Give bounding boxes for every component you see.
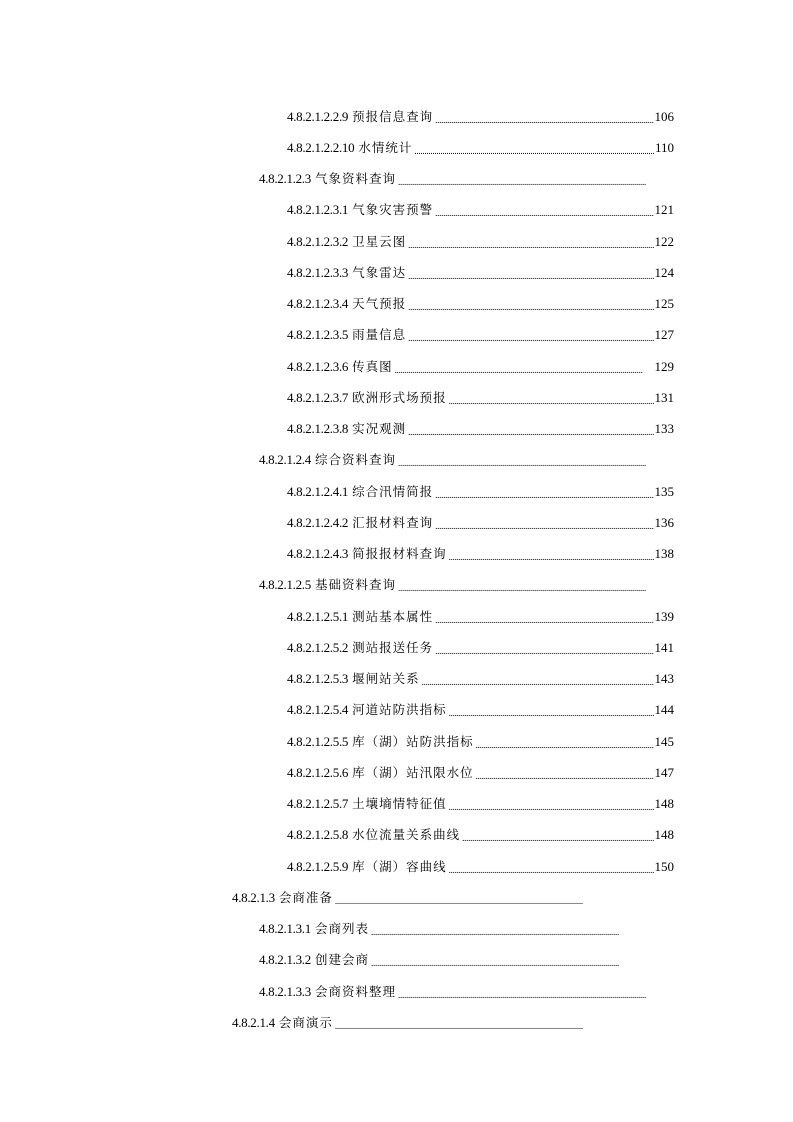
toc-entry[interactable] [0,195,793,226]
dot-leader [422,673,654,687]
toc-title: 汇报材料查询 [352,514,434,530]
toc-entry[interactable] [0,570,793,601]
toc-page: 147 [654,764,674,780]
toc-title: 简报报材料查询 [352,546,447,562]
toc-page: 121 [654,202,674,218]
toc-title: 会商列表 [314,921,369,937]
toc-page: 124 [654,264,674,280]
toc-number: 4.8.2.1.2.3.5 [287,327,349,343]
toc-entry[interactable] [0,695,793,726]
toc-number: 4.8.2.1.3 [232,889,275,905]
toc-number: 4.8.2.1.2.4.3 [287,546,349,562]
toc-entry[interactable] [0,351,793,382]
toc-entry[interactable] [0,539,793,570]
dot-leader [476,767,654,781]
toc-entry[interactable] [0,507,793,538]
toc-number: 4.8.2.1.2.3.2 [287,233,349,249]
toc-number: 4.8.2.1.3.2 [259,952,311,968]
toc-page: 145 [654,733,674,749]
toc-page: 122 [654,233,674,249]
toc-number: 4.8.2.1.2.3.4 [287,296,349,312]
toc-page: 148 [654,796,674,812]
dot-leader [371,923,671,937]
toc-page: 138 [654,546,674,562]
toc-title: 卫星云图 [352,233,407,249]
dot-leader [408,267,653,281]
toc-page: 143 [654,671,674,687]
toc-number: 4.8.2.1.2.5.5 [287,733,349,749]
toc-number: 4.8.2.1.3.3 [259,983,311,999]
toc-number: 4.8.2.1.2.3.1 [287,202,349,218]
toc-number: 4.8.2.1.2.3.3 [287,264,349,280]
toc-page: 131 [654,389,674,405]
toc-number: 4.8.2.1.2.5.7 [287,796,349,812]
toc-page: 148 [654,827,674,843]
toc-page: 110 [654,139,674,155]
toc-number: 4.8.2.1.2.2.10 [287,139,355,155]
toc-title: 气象灾害预警 [352,202,434,218]
dot-leader [408,423,653,437]
toc-entry[interactable] [0,789,793,820]
toc-title: 会商准备 [278,889,333,905]
dot-leader [408,298,653,312]
toc-title: 综合汛情简报 [352,483,434,499]
dot-leader [449,548,654,562]
toc-title: 测站报送任务 [352,639,434,655]
toc-title: 雨量信息 [352,327,407,343]
dot-leader [435,486,653,500]
toc-title: 库（湖）站汛限水位 [352,764,474,780]
toc-number: 4.8.2.1.2.2.9 [287,108,349,124]
toc-page: 127 [654,327,674,343]
toc-title: 综合资料查询 [314,452,396,468]
dot-leader [335,892,671,906]
toc-number: 4.8.2.1.3.1 [259,921,311,937]
toc-title: 堰闸站关系 [352,671,420,687]
toc-title: 库（湖）容曲线 [352,858,447,874]
dot-leader [435,611,653,625]
toc-page: 125 [654,296,674,312]
dot-leader [449,798,654,812]
dot-leader [395,361,654,375]
toc-number: 4.8.2.1.4 [232,1014,275,1030]
toc-entry[interactable] [0,632,793,663]
dot-leader [398,986,671,1000]
toc-entry[interactable] [0,851,793,882]
dot-leader [462,829,653,843]
toc-title: 水位流量关系曲线 [352,827,461,843]
toc-page: 136 [654,514,674,530]
toc-entry[interactable] [0,257,793,288]
toc-page: 133 [654,421,674,437]
toc-page: 135 [654,483,674,499]
toc-number: 4.8.2.1.2.4 [259,452,311,468]
toc-entry[interactable] [0,132,793,163]
toc-entry[interactable] [0,882,793,913]
toc-title: 欧洲形式场预报 [352,389,447,405]
toc-entry[interactable] [0,976,793,1007]
toc-number: 4.8.2.1.2.3.6 [287,358,349,374]
dot-leader [335,1017,671,1031]
toc-title: 实况观测 [352,421,407,437]
toc-entry[interactable] [0,382,793,413]
dot-leader [435,642,653,656]
toc-page: 144 [654,702,674,718]
toc-page: 139 [654,608,674,624]
toc-number: 4.8.2.1.2.5.8 [287,827,349,843]
dot-leader [435,111,653,125]
toc-entry[interactable] [0,414,793,445]
dot-leader [449,392,654,406]
dot-leader [408,329,653,343]
toc-entry[interactable] [0,289,793,320]
toc-number: 4.8.2.1.2.5.9 [287,858,349,874]
toc-entry[interactable] [0,320,793,351]
dot-leader [414,142,654,156]
toc-page: 150 [654,858,674,874]
dot-leader [398,173,671,187]
toc-title: 创建会商 [314,952,369,968]
dot-leader [398,579,671,593]
toc-entry[interactable] [0,101,793,132]
toc-title: 传真图 [352,358,393,374]
toc-number: 4.8.2.1.2.5.6 [287,764,349,780]
toc-number: 4.8.2.1.2.3.7 [287,389,349,405]
dot-leader [476,736,654,750]
toc-page: 106 [654,108,674,124]
toc-number: 4.8.2.1.2.5.1 [287,608,349,624]
dot-leader [435,517,653,531]
toc-number: 4.8.2.1.2.4.1 [287,483,349,499]
toc-title: 库（湖）站防洪指标 [352,733,474,749]
toc-page: 129 [654,358,674,374]
toc-title: 基础资料查询 [314,577,396,593]
toc-entry[interactable] [0,476,793,507]
toc-number: 4.8.2.1.2.3.8 [287,421,349,437]
toc-title: 土壤墒情特征值 [352,796,447,812]
toc-entry[interactable] [0,820,793,851]
table-of-contents [0,101,793,1039]
toc-number: 4.8.2.1.2.4.2 [287,514,349,530]
toc-entry[interactable] [0,945,793,976]
toc-entry[interactable] [0,664,793,695]
toc-entry[interactable] [0,164,793,195]
toc-page: 141 [654,639,674,655]
toc-entry[interactable] [0,726,793,757]
toc-title: 测站基本属性 [352,608,434,624]
toc-title: 预报信息查询 [352,108,434,124]
toc-number: 4.8.2.1.2.5.3 [287,671,349,687]
toc-number: 4.8.2.1.2.3 [259,171,311,187]
dot-leader [398,454,671,468]
dot-leader [408,236,653,250]
toc-title: 水情统计 [358,139,413,155]
toc-entry[interactable] [0,601,793,632]
toc-number: 4.8.2.1.2.5.4 [287,702,349,718]
toc-entry[interactable] [0,1007,793,1038]
toc-number: 4.8.2.1.2.5.2 [287,639,349,655]
dot-leader [435,204,653,218]
toc-title: 会商资料整理 [314,983,396,999]
toc-title: 会商演示 [278,1014,333,1030]
dot-leader [449,704,654,718]
toc-title: 气象雷达 [352,264,407,280]
toc-title: 河道站防洪指标 [352,702,447,718]
toc-number: 4.8.2.1.2.5 [259,577,311,593]
toc-entry[interactable] [0,757,793,788]
toc-entry[interactable] [0,914,793,945]
toc-entry[interactable] [0,445,793,476]
toc-entry[interactable] [0,226,793,257]
dot-leader [449,861,654,875]
toc-title: 气象资料查询 [314,171,396,187]
dot-leader [371,954,671,968]
toc-title: 天气预报 [352,296,407,312]
